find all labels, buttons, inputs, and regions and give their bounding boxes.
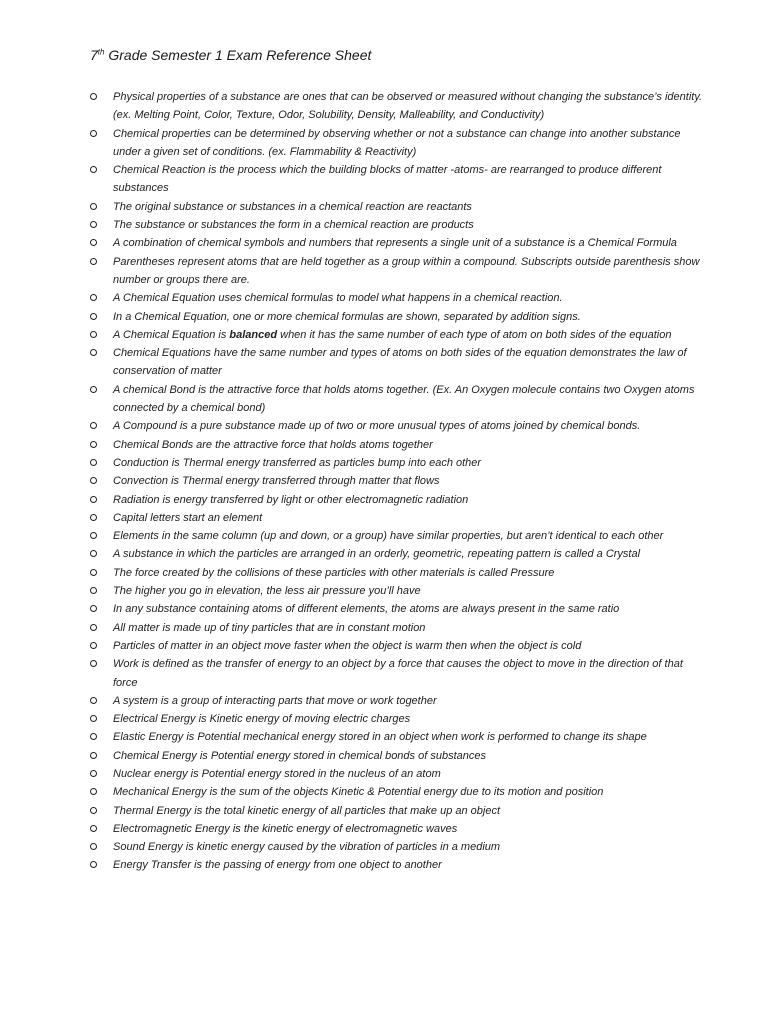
list-item <box>90 545 708 563</box>
list-item <box>90 381 708 418</box>
circle-bullet-icon <box>90 422 97 429</box>
list-item <box>90 728 708 746</box>
list-item <box>90 710 708 728</box>
list-item-text: Nuclear energy is Potential energy stored in the nucleus of an atom <box>113 767 441 780</box>
circle-bullet-icon <box>90 258 97 265</box>
circle-bullet-icon <box>90 587 97 594</box>
list-item <box>90 326 708 344</box>
circle-bullet-icon <box>90 642 97 649</box>
list-item-text: The substance or substances the form in a chemical reaction are products <box>113 219 474 232</box>
list-item-text: In any substance containing atoms of different elements, the atoms are always present in the same ratio <box>113 603 620 616</box>
circle-bullet-icon <box>90 313 97 320</box>
list-item-text: Energy Transfer is the passing of energy from one object to another <box>113 859 442 872</box>
circle-bullet-icon <box>90 752 97 759</box>
list-item <box>90 838 708 856</box>
list-item-text: A substance in which the particles are arranged in an orderly, geometric, repeating pattern is called a Crystal <box>113 548 641 561</box>
circle-bullet-icon <box>90 130 97 137</box>
circle-bullet-icon <box>90 459 97 466</box>
circle-bullet-icon <box>90 532 97 539</box>
list-item-text: Chemical Energy is Potential energy stored in chemical bonds of substances <box>113 749 486 762</box>
list-item-text: Conduction is Thermal energy transferred as particles bump into each other <box>113 456 482 469</box>
list-item-text: Capital letters start an element <box>113 511 263 524</box>
list-item <box>90 655 708 692</box>
list-item-text: Convection is Thermal energy transferred through matter that flows <box>113 475 440 488</box>
list-item <box>90 582 708 600</box>
list-item <box>90 472 708 490</box>
list-item <box>90 308 708 326</box>
list-item <box>90 509 708 527</box>
list-item-text: A combination of chemical symbols and numbers that represents a single unit of a substance is a Chemical Formula <box>113 237 677 250</box>
circle-bullet-icon <box>90 166 97 173</box>
list-item-text: A Chemical Equation is <box>113 328 230 341</box>
list-item-text: Radiation is energy transferred by light or other electromagnetic radiation <box>113 493 469 506</box>
list-item <box>90 856 708 874</box>
list-item-text: Thermal Energy is the total kinetic energy of all particles that make up an object <box>113 804 501 817</box>
list-item-text: A Chemical Equation uses chemical formulas to model what happens in a chemical reaction. <box>113 292 563 305</box>
list-item-text: Elastic Energy is Potential mechanical energy stored in an object when work is performed to change its shape <box>113 731 647 744</box>
circle-bullet-icon <box>90 349 97 356</box>
list-item <box>90 637 708 655</box>
list-item <box>90 619 708 637</box>
list-item-text: Chemical Bonds are the attractive force that holds atoms together <box>113 438 433 451</box>
list-item-text: The original substance or substances in a chemical reaction are reactants <box>113 200 472 213</box>
circle-bullet-icon <box>90 569 97 576</box>
list-item-text: Particles of matter in an object move faster when the object is warm then when the object is cold <box>113 639 582 652</box>
circle-bullet-icon <box>90 770 97 777</box>
page-title <box>90 46 708 64</box>
list-item-text: A system is a group of interacting parts that move or work together <box>113 694 437 707</box>
circle-bullet-icon <box>90 221 97 228</box>
circle-bullet-icon <box>90 203 97 210</box>
list-item <box>90 600 708 618</box>
circle-bullet-icon <box>90 239 97 246</box>
circle-bullet-icon <box>90 331 97 338</box>
list-item-text: Physical properties of a substance are ones that can be observed or measured without changing the substance’s identity. (ex. Melting Point, Color, Texture, Odor, Solubility, Density, Malleability, and Conductivity) <box>113 91 703 122</box>
circle-bullet-icon <box>90 605 97 612</box>
circle-bullet-icon <box>90 660 97 667</box>
circle-bullet-icon <box>90 624 97 631</box>
list-item <box>90 161 708 198</box>
list-item-text: Parentheses represent atoms that are held together as a group within a compound. Subscripts outside parenthesis show number or groups there are. <box>113 255 700 286</box>
list-item-text: Electromagnetic Energy is the kinetic energy of electromagnetic waves <box>113 822 458 835</box>
circle-bullet-icon <box>90 733 97 740</box>
list-item <box>90 692 708 710</box>
title-grade-suffix: th <box>97 47 105 57</box>
circle-bullet-icon <box>90 843 97 850</box>
circle-bullet-icon <box>90 496 97 503</box>
circle-bullet-icon <box>90 715 97 722</box>
list-item-text: Sound Energy is kinetic energy caused by the vibration of particles in a medium <box>113 841 501 854</box>
list-item <box>90 491 708 509</box>
reference-list <box>90 88 708 875</box>
list-item <box>90 765 708 783</box>
list-item <box>90 802 708 820</box>
list-item <box>90 820 708 838</box>
list-item-text: All matter is made up of tiny particles that are in constant motion <box>113 621 426 634</box>
circle-bullet-icon <box>90 807 97 814</box>
list-item-text: In a Chemical Equation, one or more chemical formulas are shown, separated by addition signs. <box>113 310 581 323</box>
list-item <box>90 417 708 435</box>
circle-bullet-icon <box>90 550 97 557</box>
list-item-text: Work is defined as the transfer of energy to an object by a force that causes the object to move in the direction of that force <box>113 658 683 689</box>
circle-bullet-icon <box>90 477 97 484</box>
list-item-text: Elements in the same column (up and down, or a group) have similar properties, but aren’t identical to each other <box>113 530 664 543</box>
list-item <box>90 125 708 162</box>
list-item <box>90 454 708 472</box>
list-item <box>90 436 708 454</box>
circle-bullet-icon <box>90 861 97 868</box>
circle-bullet-icon <box>90 386 97 393</box>
circle-bullet-icon <box>90 697 97 704</box>
circle-bullet-icon <box>90 93 97 100</box>
list-item-text: Electrical Energy is Kinetic energy of moving electric charges <box>113 713 411 726</box>
list-item <box>90 253 708 290</box>
circle-bullet-icon <box>90 825 97 832</box>
list-item <box>90 198 708 216</box>
circle-bullet-icon <box>90 514 97 521</box>
list-item <box>90 216 708 234</box>
title-text: Grade Semester 1 Exam Reference Sheet <box>104 47 372 63</box>
list-item-text: Chemical properties can be determined by observing whether or not a substance can change into another substance under a given set of conditions. (ex. Flammability & Reactivity) <box>113 127 681 158</box>
list-item-text: A Compound is a pure substance made up of two or more unusual types of atoms joined by chemical bonds. <box>113 420 641 433</box>
list-item-text: The force created by the collisions of these particles with other materials is called Pressure <box>113 566 555 579</box>
list-item <box>90 88 708 125</box>
list-item-text: when it has the same number of each type of atom on both sides of the equation <box>277 328 672 341</box>
list-item-text: Mechanical Energy is the sum of the objects Kinetic & Potential energy due to its motion and position <box>113 786 604 799</box>
list-item-emphasis: balanced <box>229 328 278 341</box>
title-grade-number: 7 <box>90 47 98 63</box>
circle-bullet-icon <box>90 294 97 301</box>
list-item-text: The higher you go in elevation, the less air pressure you’ll have <box>113 585 421 598</box>
list-item-text: A chemical Bond is the attractive force that holds atoms together. (Ex. An Oxygen molecule contains two Oxygen atoms connected by a chemical bond) <box>113 383 695 415</box>
list-item <box>90 289 708 307</box>
list-item <box>90 747 708 765</box>
circle-bullet-icon <box>90 788 97 795</box>
list-item <box>90 527 708 545</box>
list-item <box>90 344 708 381</box>
list-item-text: Chemical Reaction is the process which the building blocks of matter -atoms- are rearranged to produce different substances <box>113 164 662 195</box>
list-item <box>90 234 708 252</box>
list-item-text: Chemical Equations have the same number and types of atoms on both sides of the equation demonstrates the law of conservation of matter <box>113 347 687 378</box>
circle-bullet-icon <box>90 441 97 448</box>
list-item <box>90 564 708 582</box>
list-item <box>90 783 708 801</box>
